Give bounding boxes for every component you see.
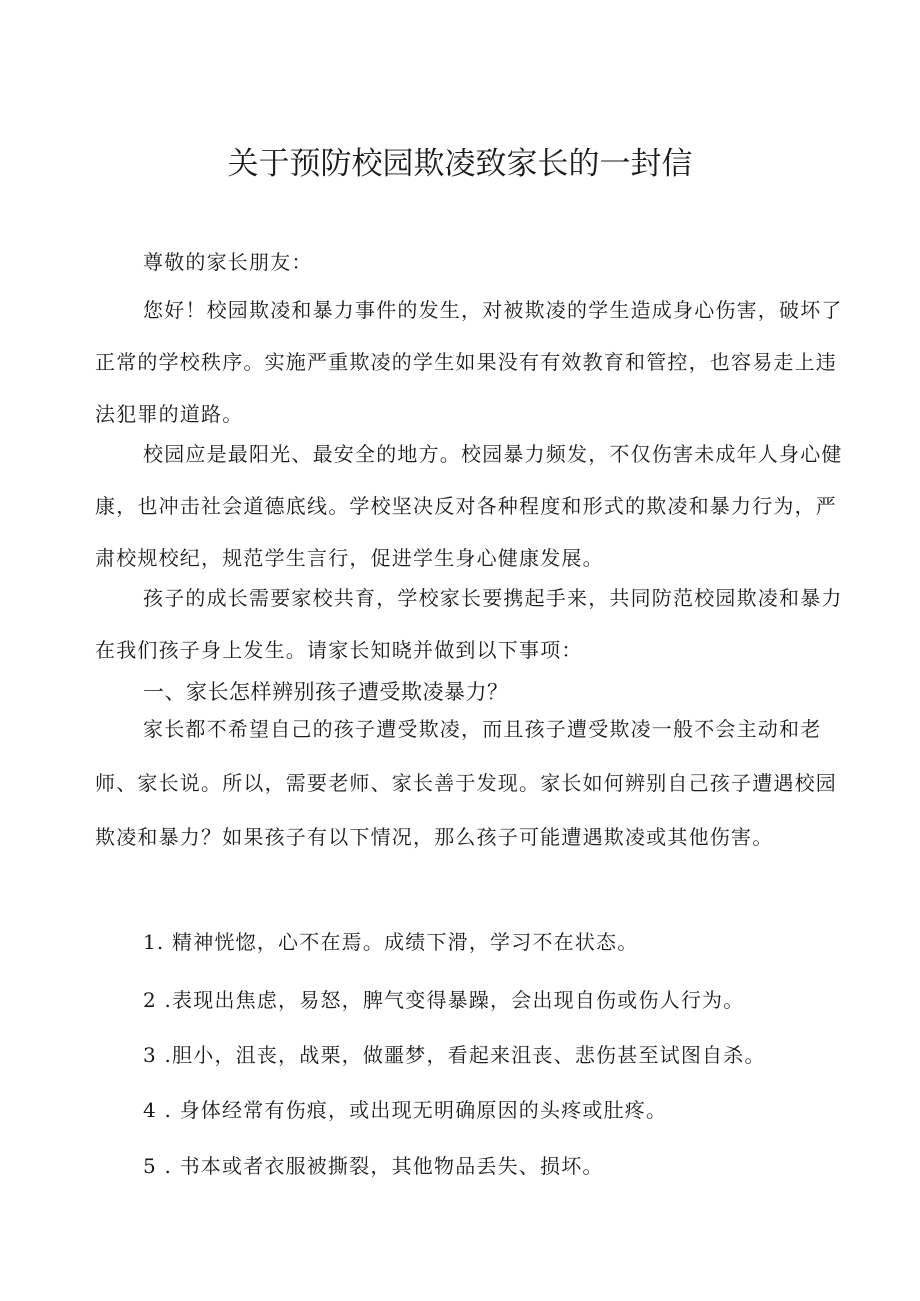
paragraph-greeting: 您好！校园欺凌和暴力事件的发生，对被欺凌的学生造成身心伤害，破坏了正常的学校秩序。实施严重欺凌的学生如果没有有效教育和管控，也容易走上违法犯罪的道路。 xyxy=(95,298,843,426)
salutation: 尊敬的家长朋友： xyxy=(143,250,313,274)
document-title: 关于预防校园欺凌致家长的一封信 xyxy=(227,146,693,182)
list-item: 2 .表现出焦虑，易怒，脾气变得暴躁，会出现自伤或伤人行为。 xyxy=(143,988,745,1012)
section-1-intro: 家长都不希望自己的孩子遭受欺凌，而且孩子遭受欺凌一般不会主动和老师、家长说。所以，需要老师、家长善于发现。家长如何辨别自己孩子遭遇校园欺凌和暴力？如果孩子有以下情况，那么孩子可能遭遇欺凌或其他伤害。 xyxy=(95,717,837,849)
list-item: 5 . 书本或者衣服被撕裂，其他物品丢失、损坏。 xyxy=(143,1154,604,1178)
paragraph-home-school: 孩子的成长需要家校共育，学校家长要携起手来，共同防范校园欺凌和暴力在我们孩子身上发生。请家长知晓并做到以下事项： xyxy=(95,586,843,662)
section-1-heading: 一、家长怎样辨别孩子遭受欺凌暴力？ xyxy=(143,680,509,704)
list-item: 3 .胆小，沮丧，战栗，做噩梦，看起来沮丧、悲伤甚至试图自杀。 xyxy=(143,1043,766,1067)
paragraph-campus-safety: 校园应是最阳光、最安全的地方。校园暴力频发，不仅伤害未成年人身心健康，也冲击社会道德底线。学校坚决反对各种程度和形式的欺凌和暴力行为，严肃校规校纪，规范学生言行，促进学生身心健康发展。 xyxy=(95,442,843,570)
list-item: 1. 精神恍惚，心不在焉。成绩下滑，学习不在状态。 xyxy=(143,930,639,954)
list-item: 4 . 身体经常有伤痕，或出现无明确原因的头疼或肚疼。 xyxy=(143,1098,668,1122)
